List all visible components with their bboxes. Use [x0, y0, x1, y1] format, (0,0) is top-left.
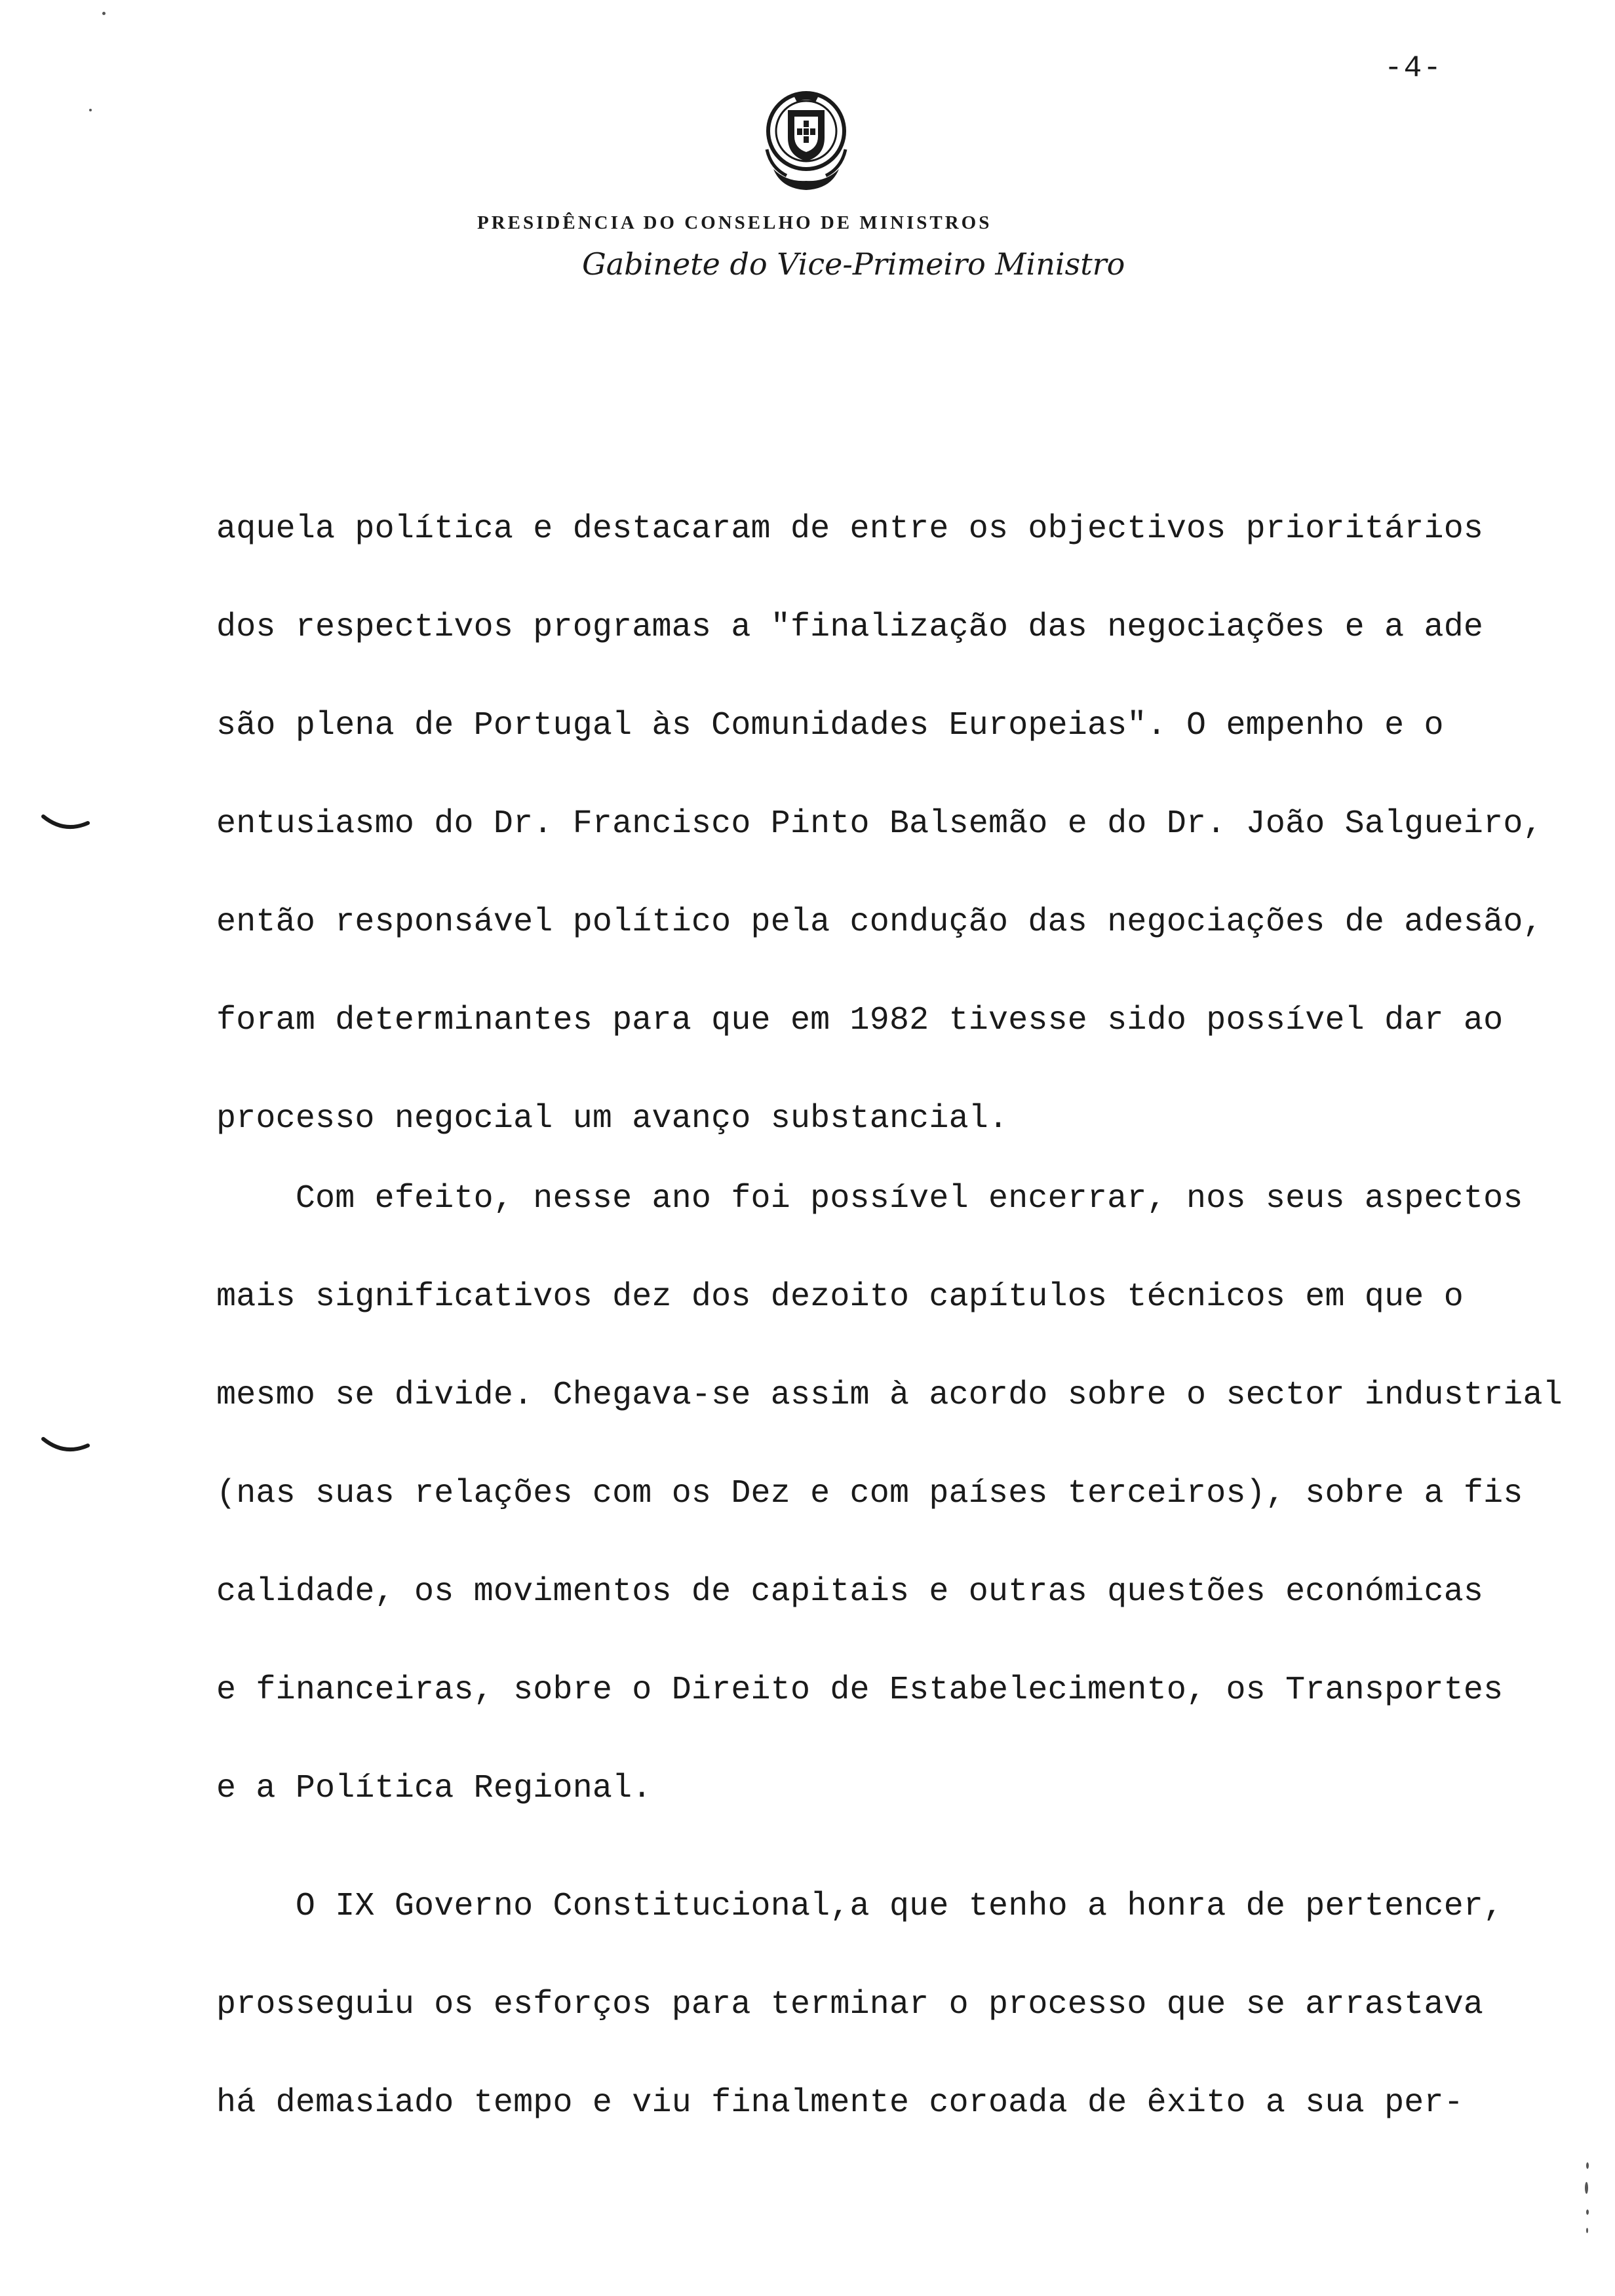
text-line: e a Política Regional. [216, 1770, 652, 1807]
scan-speck [1586, 2162, 1589, 2169]
scan-speck [89, 109, 92, 111]
text-line: calidade, os movimentos de capitais e outras questões económicas [216, 1573, 1484, 1611]
scan-speck [1585, 2182, 1588, 2194]
text-line: então responsável político pela condução das negociações de adesão, [216, 904, 1543, 941]
text-line: Com efeito, nesse ano foi possível encerrar, nos seus aspectos [216, 1180, 1523, 1217]
letterhead-office: Gabinete do Vice-Primeiro Ministro [582, 246, 1125, 282]
text-line: mais significativos dez dos dezoito capítulos técnicos em que o [216, 1278, 1464, 1316]
scan-speck [1586, 2210, 1589, 2215]
text-line: e financeiras, sobre o Direito de Estabelecimento, os Transportes [216, 1672, 1504, 1709]
portuguese-coat-of-arms-icon [747, 84, 865, 195]
text-line: há demasiado tempo e viu finalmente coroada de êxito a sua per- [216, 2084, 1464, 2122]
text-line: processo negocial um avanço substancial. [216, 1100, 1009, 1138]
text-line: (nas suas relações com os Dez e com países terceiros), sobre a fis [216, 1475, 1523, 1512]
page-number: -4- [1384, 51, 1443, 85]
hole-punch-mark [41, 1434, 93, 1460]
text-line: aquela política e destacaram de entre os objectivos prioritários [216, 510, 1484, 548]
text-line: O IX Governo Constitucional,a que tenho a honra de pertencer, [216, 1888, 1504, 1925]
letterhead-organization: PRESIDÊNCIA DO CONSELHO DE MINISTROS [477, 212, 992, 233]
text-line: foram determinantes para que em 1982 tivesse sido possível dar ao [216, 1002, 1504, 1039]
text-line: são plena de Portugal às Comunidades Europeias". O empenho e o [216, 707, 1444, 744]
text-line: mesmo se divide. Chegava-se assim à acordo sobre o sector industrial [216, 1377, 1563, 1414]
scan-speck [102, 12, 106, 15]
scan-speck [1586, 2228, 1588, 2233]
hole-punch-mark [41, 811, 93, 837]
text-line: prosseguiu os esforços para terminar o processo que se arrastava [216, 1986, 1484, 2023]
text-line: entusiasmo do Dr. Francisco Pinto Balsemão e do Dr. João Salgueiro, [216, 805, 1543, 843]
text-line: dos respectivos programas a "finalização das negociações e a ade [216, 609, 1484, 646]
